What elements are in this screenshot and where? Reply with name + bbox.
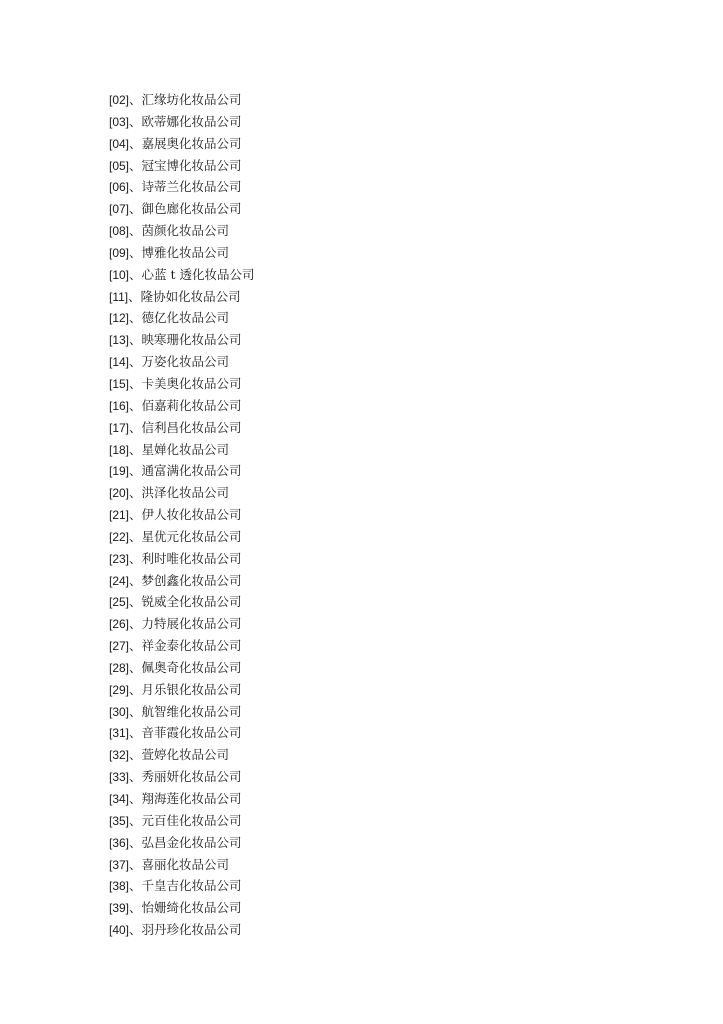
list-item <box>109 788 255 810</box>
item-number: [16] <box>109 398 130 413</box>
item-number: [29] <box>109 682 130 697</box>
item-number: [06] <box>109 180 130 195</box>
company-name: 锐威全化妆品公司 <box>141 594 242 610</box>
item-separator: 、 <box>129 157 142 173</box>
company-name: 怡姗绮化妆品公司 <box>141 900 242 916</box>
item-number: [18] <box>109 442 130 457</box>
list-item <box>109 810 255 832</box>
item-separator: 、 <box>129 922 142 938</box>
company-name: 隆协如化妆品公司 <box>140 288 241 304</box>
list-item <box>109 220 255 242</box>
list-item <box>109 701 255 723</box>
item-separator: 、 <box>129 375 142 391</box>
item-separator: 、 <box>129 659 142 675</box>
company-name: 伊人妆化妆品公司 <box>141 507 242 523</box>
item-separator: 、 <box>129 113 142 129</box>
item-number: [24] <box>109 573 130 588</box>
item-number: [26] <box>109 617 130 632</box>
item-number: [03] <box>109 114 130 129</box>
item-separator: 、 <box>129 507 142 523</box>
list-item <box>109 482 255 504</box>
item-separator: 、 <box>129 725 142 741</box>
list-item <box>109 854 255 876</box>
company-name: 佰嘉莉化妆品公司 <box>141 397 242 413</box>
list-item <box>109 504 255 526</box>
company-name: 欧蒂娜化妆品公司 <box>141 113 242 129</box>
company-name: 卡美奥化妆品公司 <box>141 375 242 391</box>
list-item <box>109 897 255 919</box>
item-number: [36] <box>109 835 130 850</box>
item-separator: 、 <box>129 92 142 107</box>
item-separator: 、 <box>129 485 142 501</box>
list-item <box>109 198 255 220</box>
item-number: [39] <box>109 901 130 916</box>
item-separator: 、 <box>129 703 142 719</box>
item-number: [09] <box>109 245 130 260</box>
item-number: [31] <box>109 726 130 741</box>
company-name: 茵颜化妆品公司 <box>141 223 230 239</box>
list-item <box>109 176 255 198</box>
item-number: [19] <box>109 464 130 479</box>
item-separator: 、 <box>129 812 142 828</box>
item-separator: 、 <box>129 354 142 370</box>
item-separator: 、 <box>129 244 142 260</box>
list-item <box>109 548 255 570</box>
item-separator: 、 <box>129 616 142 632</box>
list-item <box>109 373 255 395</box>
item-separator: 、 <box>129 397 142 413</box>
company-name: 万姿化妆品公司 <box>141 354 230 370</box>
list-item <box>109 351 255 373</box>
company-name: 博雅化妆品公司 <box>141 244 230 260</box>
list-item <box>109 155 255 177</box>
list-item <box>109 242 255 264</box>
item-separator: 、 <box>129 201 142 217</box>
list-item <box>109 307 255 329</box>
list-item <box>109 89 255 111</box>
item-separator: 、 <box>129 638 142 654</box>
company-name: 利时唯化妆品公司 <box>141 550 242 566</box>
list-item <box>109 439 255 461</box>
item-separator: 、 <box>129 747 142 763</box>
list-item <box>109 570 255 592</box>
item-separator: 、 <box>129 550 142 566</box>
company-name: 星优元化妆品公司 <box>141 528 242 544</box>
item-number: [35] <box>109 813 130 828</box>
item-separator: 、 <box>129 419 142 435</box>
company-name: 通富满化妆品公司 <box>141 463 242 479</box>
item-number: [05] <box>109 158 130 173</box>
company-name: 喜丽化妆品公司 <box>141 856 230 872</box>
item-separator: 、 <box>129 441 142 457</box>
list-item <box>109 395 255 417</box>
item-number: [38] <box>109 879 130 894</box>
company-name: 心蓝 t 透化妆品公司 <box>141 266 255 282</box>
company-name: 佩奥奇化妆品公司 <box>141 659 242 675</box>
item-separator: 、 <box>129 769 142 785</box>
list-item <box>109 679 255 701</box>
list-item <box>109 832 255 854</box>
list-item <box>109 591 255 613</box>
item-number: [12] <box>109 311 130 326</box>
item-separator: 、 <box>129 878 142 894</box>
list-item <box>109 919 255 941</box>
item-number: [22] <box>109 529 130 544</box>
item-separator: 、 <box>129 310 142 326</box>
company-name: 梦创鑫化妆品公司 <box>141 572 242 588</box>
company-name: 翔海莲化妆品公司 <box>141 791 242 806</box>
list-item <box>109 635 255 657</box>
company-name: 冠宝博化妆品公司 <box>141 157 242 173</box>
company-name: 月乐银化妆品公司 <box>141 681 242 697</box>
item-separator: 、 <box>129 135 142 151</box>
item-separator: 、 <box>129 332 142 348</box>
list-item <box>109 766 255 788</box>
company-name: 力特展化妆品公司 <box>141 616 242 632</box>
item-number: [13] <box>109 333 130 348</box>
item-separator: 、 <box>129 791 142 806</box>
item-number: [27] <box>109 639 130 654</box>
company-name: 映寒珊化妆品公司 <box>141 332 242 348</box>
item-number: [21] <box>109 508 130 523</box>
company-name: 洪泽化妆品公司 <box>141 485 230 501</box>
company-name: 祥金泰化妆品公司 <box>141 638 242 654</box>
item-number: [34] <box>109 792 130 806</box>
item-separator: 、 <box>128 288 141 304</box>
list-item <box>109 613 255 635</box>
item-number: [32] <box>109 748 130 763</box>
item-separator: 、 <box>129 900 142 916</box>
item-number: [23] <box>109 551 130 566</box>
item-number: [33] <box>109 770 130 785</box>
list-item <box>109 744 255 766</box>
item-number: [02] <box>109 93 130 107</box>
item-number: [30] <box>109 704 130 719</box>
list-item <box>109 526 255 548</box>
item-separator: 、 <box>129 681 142 697</box>
company-name: 嘉展奥化妆品公司 <box>141 135 242 151</box>
company-name: 御色廊化妆品公司 <box>141 201 242 217</box>
company-name: 羽丹珍化妆品公司 <box>141 922 242 938</box>
company-name: 元百佳化妆品公司 <box>141 812 242 828</box>
item-number: [40] <box>109 923 130 938</box>
item-separator: 、 <box>129 266 142 282</box>
list-item <box>109 286 255 308</box>
item-number: [28] <box>109 660 130 675</box>
company-name: 航智维化妆品公司 <box>141 703 242 719</box>
company-name: 信利昌化妆品公司 <box>141 419 242 435</box>
item-separator: 、 <box>129 856 142 872</box>
list-item <box>109 417 255 439</box>
item-number: [04] <box>109 136 130 151</box>
company-name: 诗蒂兰化妆品公司 <box>141 179 242 195</box>
item-number: [07] <box>109 202 130 217</box>
item-number: [10] <box>109 267 130 282</box>
company-name: 星婵化妆品公司 <box>141 441 230 457</box>
item-separator: 、 <box>129 179 142 195</box>
list-item <box>109 111 255 133</box>
item-number: [25] <box>109 595 130 610</box>
company-name: 千皇吉化妆品公司 <box>141 878 242 894</box>
list-item <box>109 657 255 679</box>
item-separator: 、 <box>129 834 142 850</box>
list-item <box>109 329 255 351</box>
item-number: [14] <box>109 355 130 370</box>
item-number: [37] <box>109 857 130 872</box>
company-name: 弘昌金化妆品公司 <box>141 834 242 850</box>
list-item <box>109 460 255 482</box>
item-number: [11] <box>109 289 129 304</box>
company-name: 德亿化妆品公司 <box>141 310 230 326</box>
company-name: 秀丽妍化妆品公司 <box>141 769 242 785</box>
item-separator: 、 <box>129 223 142 239</box>
item-separator: 、 <box>129 572 142 588</box>
company-name: 汇缘坊化妆品公司 <box>141 92 242 107</box>
list-item <box>109 133 255 155</box>
item-number: [08] <box>109 224 130 239</box>
company-name: 萱婷化妆品公司 <box>141 747 230 763</box>
company-name: 音菲霞化妆品公司 <box>141 725 242 741</box>
list-item <box>109 722 255 744</box>
item-separator: 、 <box>129 463 142 479</box>
item-number: [17] <box>109 420 130 435</box>
item-separator: 、 <box>129 528 142 544</box>
list-item <box>109 875 255 897</box>
item-separator: 、 <box>129 594 142 610</box>
item-number: [15] <box>109 376 130 391</box>
company-list <box>109 89 255 941</box>
list-item <box>109 264 255 286</box>
item-number: [20] <box>109 486 130 501</box>
